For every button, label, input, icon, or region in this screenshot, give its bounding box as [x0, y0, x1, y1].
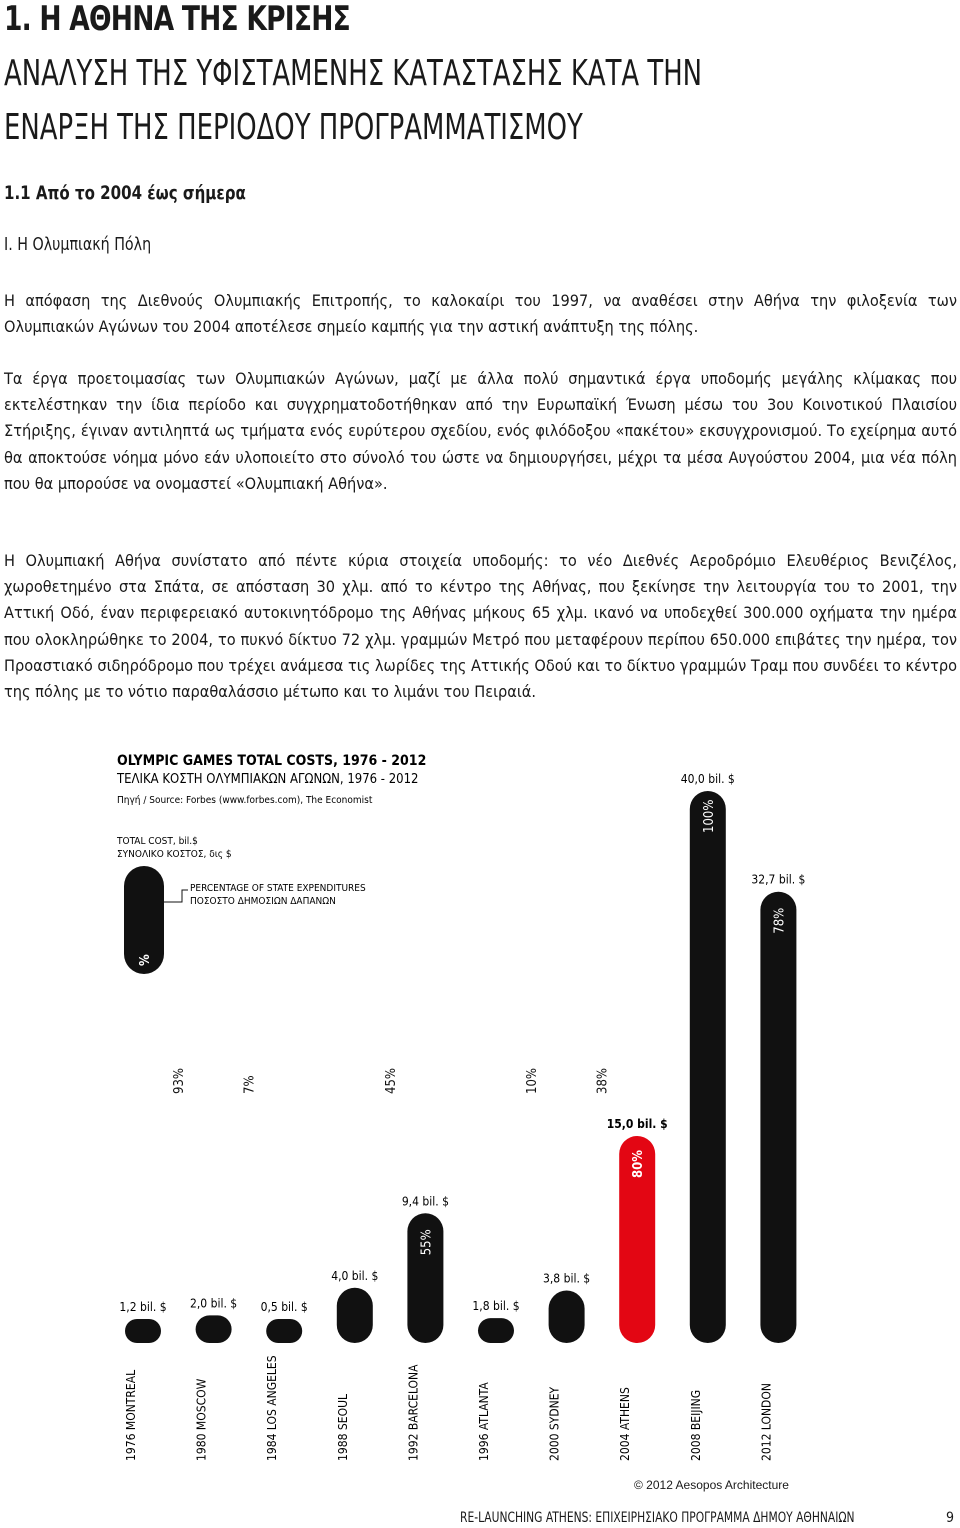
value-label-1992-barcelona: 9,4 bil. $ [401, 1194, 449, 1209]
chart-title: OLYMPIC GAMES TOTAL COSTS, 1976 - 2012 [117, 753, 427, 769]
section-heading: 1.1 Από το 2004 έως σήμερα [4, 182, 246, 204]
pct-label-1988-seoul: 45% [383, 1068, 399, 1094]
chart-subtitle: ΤΕΛΙΚΑ ΚΟΣΤΗ ΟΛΥΜΠΙΑΚΩΝ ΑΓΩΝΩΝ, 1976 - 2012 [117, 772, 419, 787]
value-label-2008-beijing: 40,0 bil. $ [680, 772, 735, 786]
pct-label-2000-sydney: 38% [595, 1068, 611, 1094]
value-label-1976-montreal: 1,2 bil. $ [119, 1300, 167, 1314]
category-label-1996-atlanta: 1996 ATLANTA [477, 1382, 491, 1461]
subsection-heading: Ι. Η Ολυμπιακή Πόλη [4, 234, 152, 255]
legend-cost-gr: ΣΥΝΟΛΙΚΟ ΚΟΣΤΟΣ, δις $ [117, 849, 232, 860]
pct-label-1996-atlanta: 10% [525, 1068, 540, 1094]
value-label-1984-los-angeles: 0,5 bil. $ [260, 1300, 308, 1314]
bar-2012-london [760, 892, 796, 1343]
value-label-1988-seoul: 4,0 bil. $ [331, 1268, 379, 1283]
category-label-2008-beijing: 2008 BEIJING [688, 1389, 703, 1461]
title-line-2: ΕΝΑΡΞΗ ΤΗΣ ΠΕΡΙΟΔΟΥ ΠΡΟΓΡΑΜΜΑΤΙΣΜΟΥ [4, 107, 583, 148]
category-label-2000-sydney: 2000 SYDNEY [547, 1386, 562, 1461]
bar-1984-los-angeles [266, 1319, 302, 1343]
pct-label-1980-moscow: 7% [242, 1075, 258, 1094]
chart-svg [0, 740, 960, 1470]
olympic-costs-chart [0, 740, 960, 1470]
running-title: RE-LAUNCHING ATHENS: ΕΠΙΧΕΙΡΗΣΙΑΚΟ ΠΡΟΓΡΑΜΜΑ ΔΗΜΟΥ ΑΘΗΝΑΙΩΝ [460, 1510, 855, 1526]
pct-label-2004-athens: 80% [631, 1150, 647, 1178]
value-label-1996-atlanta: 1,8 bil. $ [472, 1299, 520, 1314]
bar-1980-moscow [196, 1315, 232, 1343]
paragraph-3: Η Ολυμπιακή Αθήνα συνίστατο από πέντε κύρια στοιχεία υποδομής: το νέο Διεθνές Αεροδρόμιο Ελευθέριος Βενιζέλος, χωροθετημένο στα Σπάτα, σε απόσταση 30 χλμ. από το κέντρο της Αθήνας, που ξεκίνησε την λειτουργία του το 2001, την Αττική Οδό, έναν περιφερειακό αυτοκινητόδρομο της Αθήνας μήκους 65 χλμ. ικανό να υποδεχθεί 300.000 οχήματα την ημέρα που ολοκληρώθηκε το 2004, το πυκνό δίκτυο 72 χλμ. γραμμών Μετρό που μεταφέρουν περίπου 650.000 επιβάτες την ημέρα, τον Προαστιακό σιδηρόδρομο που τρέχει ανάμεσα τις λωρίδες της Αττικής Οδού και το δίκτυο γραμμών Τραμ που συνδέει το κέντρο της πόλης με το νότιο παραθαλάσσιο μέτωπο και το λιμάνι του Πειραιά. [4, 551, 957, 702]
bar-1996-atlanta [478, 1318, 514, 1343]
category-label-2012-london: 2012 LONDON [759, 1383, 774, 1461]
value-label-1980-moscow: 2,0 bil. $ [190, 1296, 238, 1311]
category-label-1992-barcelona: 1992 BARCELONA [406, 1364, 421, 1461]
category-label-1984-los-angeles: 1984 LOS ANGELES [265, 1355, 280, 1461]
category-label-1980-moscow: 1980 MOSCOW [194, 1378, 209, 1461]
paragraph-1: Η απόφαση της Διεθνούς Ολυμπιακής Επιτροπής, το καλοκαίρι του 1997, να αναθέσει στην Αθήνα την φιλοξενία των Ολυμπιακών Αγώνων του 2004 αποτέλεσε σημείο καμπής για την αστική ανάπτυξη της πόλης. [4, 291, 957, 337]
bar-1976-montreal [125, 1319, 161, 1343]
value-label-2012-london: 32,7 bil. $ [751, 872, 806, 887]
pct-label-1976-montreal: 93% [172, 1068, 187, 1094]
bar-2008-beijing [690, 791, 726, 1343]
title-line-1: ΑΝΑΛΥΣΗ ΤΗΣ ΥΦΙΣΤΑΜΕΝΗΣ ΚΑΤΑΣΤΑΣΗΣ ΚΑΤΑ ΤΗΝ [4, 53, 703, 94]
category-label-1988-seoul: 1988 SEOUL [335, 1394, 350, 1461]
category-label-2004-athens: 2004 ATHENS [618, 1387, 633, 1461]
pct-label-2012-london: 78% [772, 907, 788, 934]
value-label-2000-sydney: 3,8 bil. $ [543, 1271, 591, 1286]
legend-pct-gr: ΠΟΣΟΣΤΟ ΔΗΜΟΣΙΩΝ ΔΑΠΑΝΩΝ [190, 896, 336, 907]
chart-source: Πηγή / Source: Forbes (www.forbes.com), The Economist [117, 795, 373, 806]
legend-pct-en: PERCENTAGE OF STATE EXPENDITURES [190, 883, 366, 894]
bar-1988-seoul [337, 1288, 373, 1343]
bar-2000-sydney [549, 1291, 585, 1343]
paragraph-2: Τα έργα προετοιμασίας των Ολυμπιακών Αγώνων, μαζί με άλλα πολύ σημαντικά έργα υποδομής μεγάλης κλίμακας που εκτελέστηκαν την ίδια περίοδο και συγχρηματοδοτήθηκαν από την Ευρωπαϊκή Ένωση μέσω του 3ου Κοινοτικού Πλαισίου Στήριξης, έγιναν αντιληπτά ως τμήματα ενός ευρύτερου σχεδίου, ενός φιλόδοξου «πακέτου» εκσυγχρονισμού. Το εχείρημα αυτό θα αποκτούσε νόημα μόνο εάν υλοποιείτο στο σύνολό του ώστε να δημιουργήσει, μέχρι τα μέσα Αυγούστου 2004, μια νέα πόλη που θα μπορούσε να ονομαστεί «Ολυμπιακή Αθήνα». [4, 369, 957, 493]
copyright: © 2012 Aesopos Architecture [634, 1478, 789, 1492]
category-label-1976-montreal: 1976 MONTREAL [124, 1369, 138, 1461]
bars-group [119, 772, 805, 1461]
chapter-heading: 1. Η ΑΘΗΝΑ ΤΗΣ ΚΡΙΣΗΣ [4, 0, 350, 39]
legend-leader-line [164, 890, 188, 902]
pct-label-2008-beijing: 100% [701, 799, 717, 833]
value-label-2004-athens: 15,0 bil. $ [606, 1117, 668, 1131]
page-number: 9 [946, 1510, 955, 1526]
pct-label-1992-barcelona: 55% [419, 1229, 435, 1256]
legend-percent-symbol: % [138, 954, 153, 966]
legend-cost-en: TOTAL COST, bil.$ [117, 836, 198, 847]
